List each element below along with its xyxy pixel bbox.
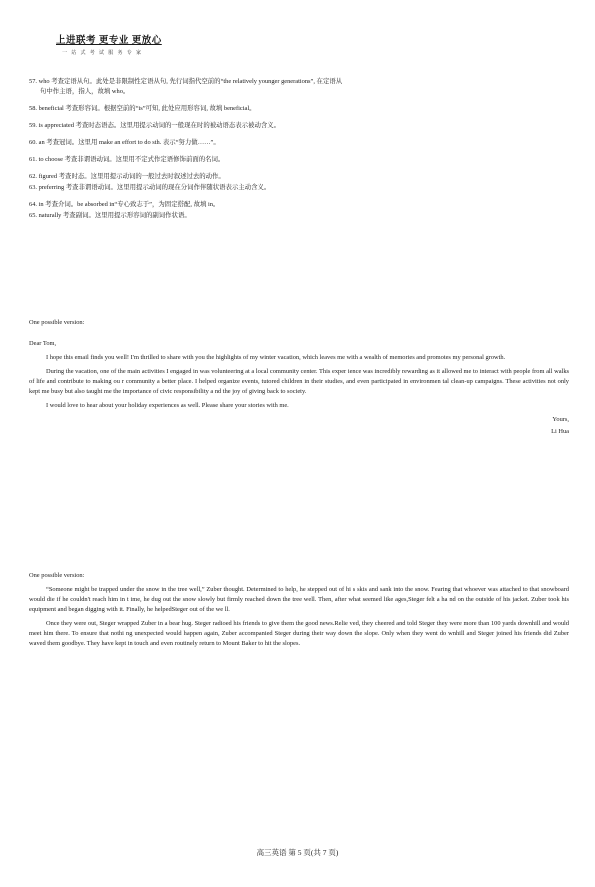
note-57 bbox=[29, 77, 569, 97]
note-64 bbox=[29, 200, 569, 210]
letter-closing: Yours, bbox=[552, 416, 569, 423]
page-footer: 高三英语 第 5 页(共 7 页) bbox=[256, 848, 339, 857]
brand-subtitle: 一 站 式 考 试 服 务 专 家 bbox=[62, 51, 143, 56]
note-number: 63. bbox=[29, 184, 37, 191]
note-number: 59. bbox=[29, 122, 37, 129]
note-60 bbox=[29, 138, 569, 148]
note-text: is appreciated 考查时态语态。这里用提示动词的一般现在时的被动语态表示被动含义。 bbox=[38, 122, 281, 129]
note-number: 61. bbox=[29, 156, 37, 163]
note-text: an 考查冠词。这里用 make an effort to do sth. 表示“努力做……”。 bbox=[38, 139, 220, 146]
note-continuation: 句中作主语，指人，故填 who。 bbox=[40, 88, 130, 95]
story-paragraph: Once they were out, Steger wrapped Zuber in a bear hug. Steger radioed his friends to give them the good news.Relie ved, they cheered and told Steger they were more than 100 yards downhill and would meet him there. To ensure that nothi ng unexpected would happen again, Zuber accompanied Steger during their way down the slope. Only when they went do wnhill and Steger joined his friends did Zuber waved them goodbye. They have kept in touch and even routinely return to Mount Baker to hit the slopes. bbox=[29, 620, 569, 647]
note-59 bbox=[29, 121, 569, 131]
note-number: 60. bbox=[29, 139, 37, 146]
version-letter bbox=[29, 318, 569, 439]
letter-paragraph: I would love to hear about your holiday experiences as well. Please share your stories with me. bbox=[46, 402, 289, 409]
note-number: 58. bbox=[29, 105, 37, 112]
note-number: 57. bbox=[29, 78, 37, 85]
note-62 bbox=[29, 172, 569, 182]
note-63 bbox=[29, 183, 569, 193]
letter-paragraph: I hope this email finds you well! I'm thrilled to share with you the highlights of my winter vacation, which leaves me with a wealth of memories and promotes my personal growth. bbox=[46, 354, 506, 361]
letter-paragraph: During the vacation, one of the main activities I engaged in was volunteering at a local community center. This exper ience was incredibly rewarding as it allowed me to interact with people from all walks of life and contribute to making ou r community a better place. I helped organize events, tutored children in their studies, and even participated in environmen tal clean-up campaigns. These activities not only kept me busy but also taught me the importance of civic responsibility a nd the joy of giving back to society. bbox=[29, 368, 569, 395]
note-number: 65. bbox=[29, 212, 37, 219]
note-number: 62. bbox=[29, 173, 37, 180]
note-text: to choose 考查非谓语动词。这里用不定式作定语修饰前面的名词。 bbox=[38, 156, 225, 163]
letter-greeting: Dear Tom, bbox=[29, 340, 57, 347]
version-story bbox=[29, 571, 569, 653]
note-58 bbox=[29, 104, 569, 114]
note-text: naturally 考查副词。这里用提示形容词的副词作状语。 bbox=[38, 212, 191, 219]
note-text: preferring 考查非谓语动词。这里用提示动词的现在分词作伴随状语表示主动含义。 bbox=[38, 184, 271, 191]
letter-signature: Li Hua bbox=[551, 428, 569, 435]
story-paragraph: “Someone might be trapped under the snow in the tree well,” Zuber thought. Determined to help, he stepped out of hi s skis and sank into the snow. Fearing that whoever was attached to that snowboard would die if he couldn't reach him in t ime, he dug out the snow slowly but firmly reached down the tree well. Then, after what seemed like ages,Steger felt a ha nd on the outside of his jacket. Zuber took his equipment and began digging with it. Finally, he helpedSteger out of the we ll. bbox=[29, 586, 569, 613]
note-65 bbox=[29, 211, 569, 221]
note-61 bbox=[29, 155, 569, 165]
note-text: in 考查介词。be absorbed in“专心致志于”，为固定搭配, 故填 in。 bbox=[38, 201, 220, 208]
version-label: One possible version: bbox=[29, 319, 85, 326]
page-header bbox=[56, 32, 162, 56]
answer-notes bbox=[29, 77, 569, 228]
note-text: who 考查定语从句。此处是非限制性定语从句, 先行词指代空前的“the relatively younger generations”, 在定语从 bbox=[38, 78, 343, 85]
note-text: beneficial 考查形容词。根据空前的“is”可知, 此处应用形容词, 故填 beneficial。 bbox=[38, 105, 256, 112]
version-label: One possible version: bbox=[29, 572, 85, 579]
note-text: figured 考查时态。这里用提示动词的一般过去时叙述过去的动作。 bbox=[38, 173, 225, 180]
note-number: 64. bbox=[29, 201, 37, 208]
brand-slogan: 上进联考 更专业 更放心 bbox=[56, 36, 162, 46]
